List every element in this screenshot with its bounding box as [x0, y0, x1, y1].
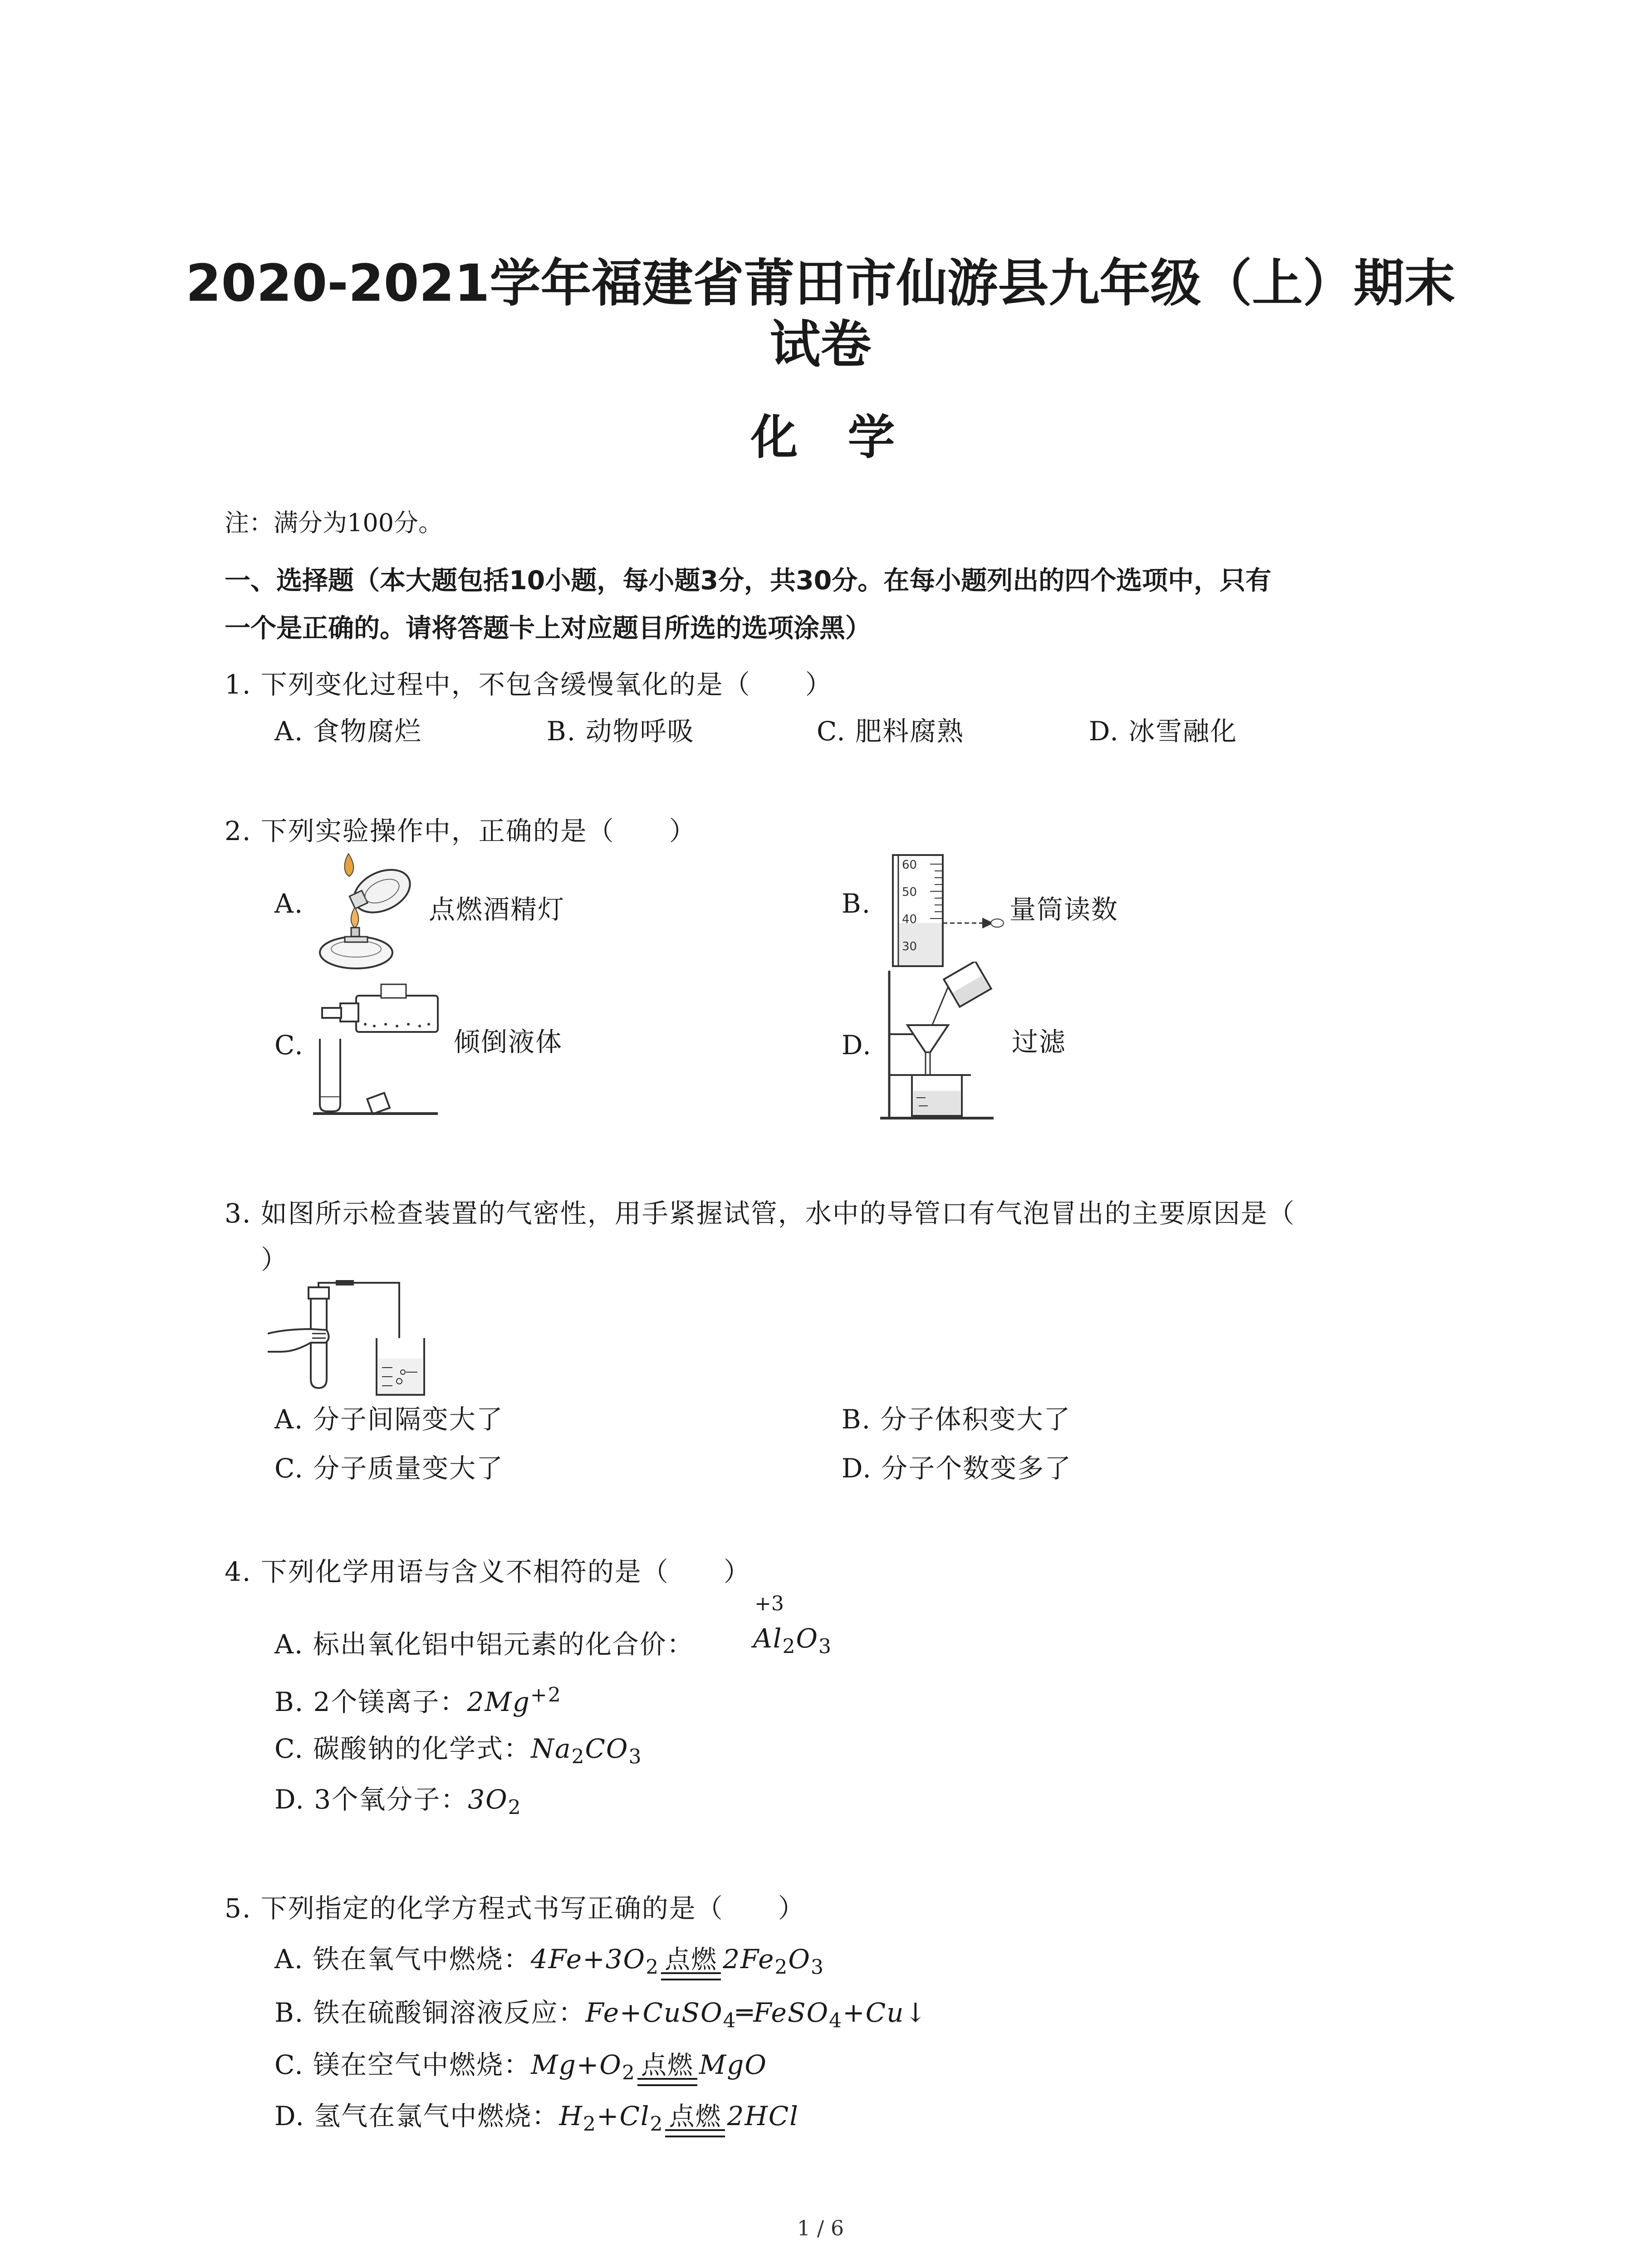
page-title-line2: 试卷 — [769, 315, 872, 374]
page-title-line1: 2020-2021学年福建省莆田市仙游县九年级（上）期末 — [186, 254, 1455, 313]
cylinder-tick-60: 60 — [902, 858, 917, 872]
q4-option-c — [274, 1727, 642, 1769]
alcohol-lamp-lighting-figure — [313, 848, 431, 971]
q5-d-sub1: 2 — [583, 2112, 597, 2136]
filtration-setup-figure — [880, 962, 998, 1125]
q4-option-a-formula — [753, 1623, 832, 1658]
q4-al-subscript: 2 — [782, 1635, 796, 1658]
q4-c-sub1: 2 — [571, 1745, 585, 1769]
cylinder-tick-50: 50 — [902, 885, 917, 899]
q5-a-lhs-sub: 2 — [646, 1955, 660, 1979]
q4-option-b-formula: 2Mg — [467, 1686, 530, 1717]
q4-o-symbol: O — [796, 1623, 818, 1654]
q5-a-condition: 点燃 — [661, 1940, 721, 1976]
q4-d-o: 3O — [468, 1784, 508, 1815]
cylinder-tick-40: 40 — [902, 913, 917, 926]
q5-d-rhs: 2HCl — [727, 2101, 799, 2131]
q5-option-d-text: D. 氢气在氯气中燃烧： — [274, 2101, 559, 2131]
q5-option-c-text: C. 镁在空气中燃烧： — [274, 2049, 531, 2080]
q5-b-eq2: ═FeSO — [736, 1997, 829, 2028]
q2-option-d-label: 过滤 — [1012, 1026, 1067, 1057]
cylinder-tick-30: 30 — [902, 940, 917, 953]
air-tightness-check-figure — [268, 1279, 458, 1402]
q5-option-d — [274, 2095, 799, 2136]
q4-option-b — [274, 1681, 562, 1719]
section-heading-line2: 一个是正确的。请将答题卡上对应题目所选的选项涂黑） — [225, 613, 871, 643]
q5-d-condition: 点燃 — [665, 2097, 725, 2133]
q3-option-c: C. 分子质量变大了 — [274, 1453, 504, 1484]
question-3-stem-line1: 3. 如图所示检查装置的气密性，用手紧握试管，水中的导管口有气泡冒出的主要原因是（ — [225, 1198, 1295, 1229]
question-3-stem-line2: ） — [261, 1244, 289, 1275]
q5-a-rhs-sub1: 2 — [774, 1955, 789, 1979]
q5-b-sub2: 4 — [829, 2009, 843, 2033]
question-5-stem: 5. 下列指定的化学方程式书写正确的是（ ） — [225, 1893, 805, 1924]
question-4-stem: 4. 下列化学用语与含义不相符的是（ ） — [225, 1556, 751, 1587]
pouring-liquid-figure — [313, 975, 440, 1116]
q3-option-d: D. 分子个数变多了 — [842, 1453, 1072, 1484]
q5-a-lhs: 4Fe+3O — [530, 1944, 646, 1975]
section-heading-line1: 一、选择题（本大题包括10小题，每小题3分，共30分。在每小题列出的四个选项中，只有 — [225, 566, 1272, 596]
q4-option-d-text: D. 3个氧分子： — [274, 1784, 468, 1815]
page-number: 1 / 6 — [797, 2216, 844, 2240]
q5-c-condition: 点燃 — [637, 2045, 697, 2082]
q2-option-c-label: 倾倒液体 — [454, 1026, 563, 1057]
q1-option-b: B. 动物呼吸 — [547, 716, 695, 747]
q2-option-a-label: 点燃酒精灯 — [429, 894, 565, 925]
q2-option-a-letter: A. — [274, 888, 304, 919]
question-2-stem: 2. 下列实验操作中，正确的是（ ） — [225, 816, 696, 846]
q4-option-b-text: B. 2个镁离子： — [274, 1686, 467, 1717]
q4-valence-label: +3 — [754, 1592, 784, 1615]
q4-c-co: CO — [585, 1733, 629, 1764]
q2-option-b-letter: B. — [842, 888, 872, 919]
q4-option-c-text: C. 碳酸钠的化学式： — [274, 1733, 531, 1764]
q5-d-sub2: 2 — [650, 2112, 664, 2136]
q5-c-rhs: MgO — [699, 2049, 767, 2080]
q5-c-lhs-sub: 2 — [622, 2061, 636, 2085]
q4-option-a-text: A. 标出氧化铝中铝元素的化合价： — [274, 1629, 694, 1660]
q5-option-b — [274, 1991, 927, 2033]
q1-option-d: D. 冰雪融化 — [1089, 716, 1238, 747]
q4-o-subscript: 3 — [818, 1635, 832, 1658]
q3-option-b: B. 分子体积变大了 — [842, 1404, 1071, 1435]
graduated-cylinder-figure — [889, 850, 1007, 968]
q5-d-h: H — [559, 2101, 583, 2131]
q5-a-rhs-sub2: 3 — [810, 1955, 824, 1979]
q3-option-a: A. 分子间隔变大了 — [274, 1404, 504, 1435]
q5-d-cl: +Cl — [596, 2101, 650, 2131]
q5-option-a — [274, 1938, 824, 1979]
q4-c-na: Na — [531, 1733, 572, 1764]
q5-a-rhs: 2Fe — [723, 1944, 775, 1975]
q5-option-b-text: B. 铁在硫酸铜溶液反应： — [274, 1997, 586, 2028]
subject-heading: 化学 — [750, 410, 945, 465]
q4-d-sub: 2 — [508, 1796, 522, 1819]
q1-option-c: C. 肥料腐熟 — [817, 716, 965, 747]
score-note: 注：满分为100分。 — [225, 508, 443, 537]
q2-option-d-letter: D. — [842, 1030, 872, 1061]
q4-c-sub2: 3 — [628, 1745, 642, 1769]
q5-b-eq1: Fe+CuSO — [585, 1997, 723, 2028]
q1-option-a: A. 食物腐烂 — [274, 716, 422, 747]
q5-option-a-text: A. 铁在氧气中燃烧： — [274, 1944, 531, 1975]
q4-option-b-charge: +2 — [530, 1683, 562, 1707]
q5-a-rhs-o: O — [788, 1944, 811, 1975]
q4-option-d — [274, 1778, 522, 1819]
q4-al-symbol: Al — [753, 1623, 783, 1654]
q5-c-lhs: Mg+O — [531, 2049, 622, 2080]
q2-option-b-label: 量筒读数 — [1009, 894, 1119, 925]
q5-option-c — [274, 2043, 767, 2085]
q5-b-eq3: +Cu↓ — [843, 1997, 928, 2028]
question-1-stem: 1. 下列变化过程中，不包含缓慢氧化的是（ ） — [225, 669, 833, 700]
q5-b-sub1: 4 — [723, 2009, 737, 2033]
q2-option-c-letter: C. — [274, 1030, 304, 1061]
